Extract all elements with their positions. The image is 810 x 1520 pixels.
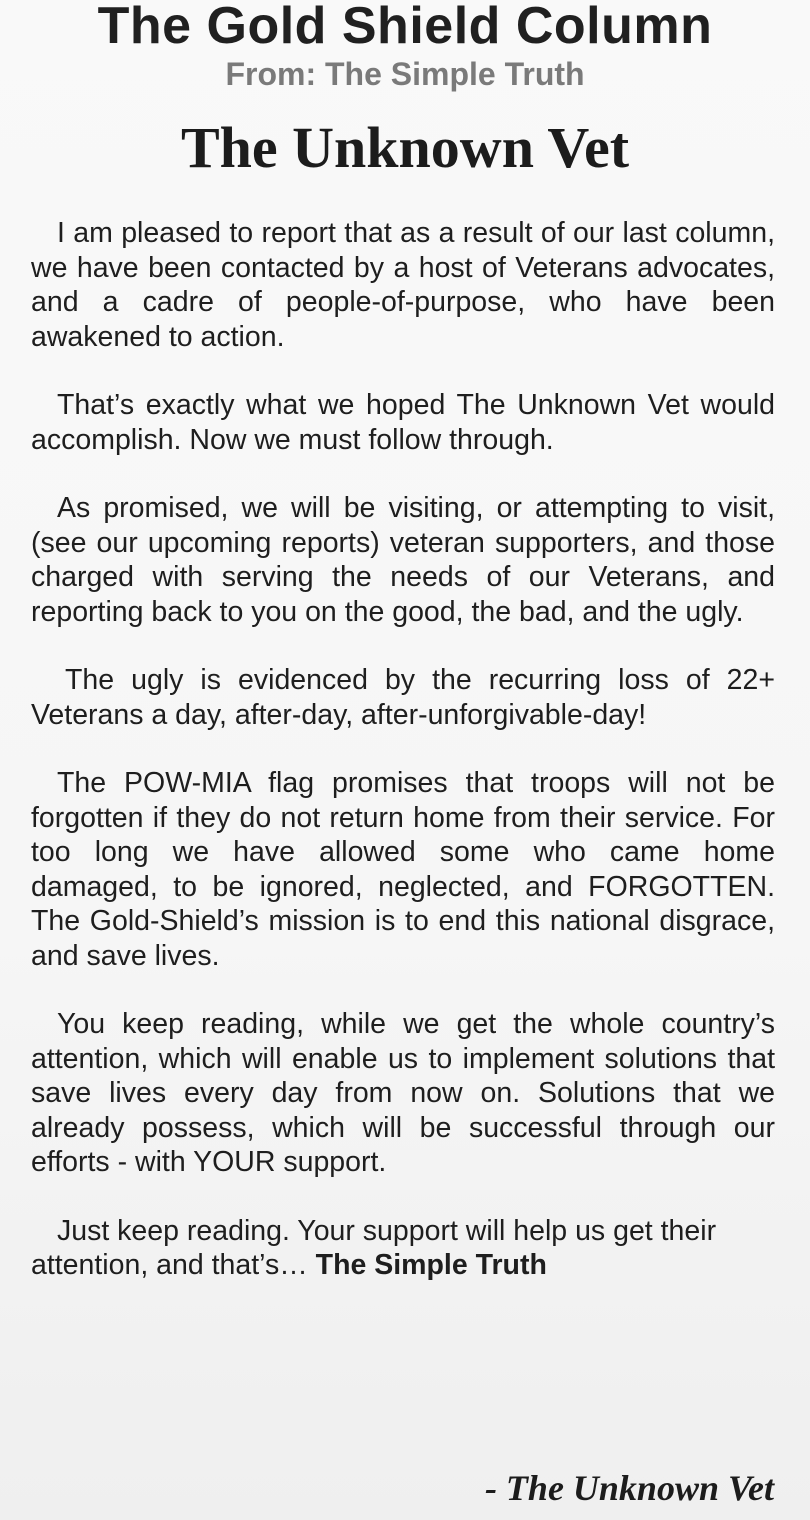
paragraph-1: I am pleased to report that as a result of our last column, we have been contacted by a host of Veterans advocates, and a cadre of people-of-purpose, who have been awakened to action. bbox=[31, 217, 775, 353]
column-title: The Gold Shield Column bbox=[97, 0, 713, 55]
closing-paragraph bbox=[31, 1214, 775, 1283]
paragraph-4: The ugly is evidenced by the recurring loss of 22+ Veterans a day, after-day, after-unforgivable-day! bbox=[31, 664, 775, 731]
paragraph-2: That’s exactly what we hoped The Unknown Vet would accomplish. Now we must follow through. bbox=[31, 389, 775, 456]
article-title: The Unknown Vet bbox=[180, 115, 630, 180]
paragraph-6: You keep reading, while we get the whole country’s attention, which will enable us to implement solutions that save lives every day from now on. Solutions that we already possess, which will be successful through our efforts - with YOUR support. bbox=[31, 1008, 775, 1178]
author-signature: - The Unknown Vet bbox=[484, 1468, 774, 1508]
paragraph-3: As promised, we will be visiting, or attempting to visit, (see our upcoming reports) veteran supporters, and those charged with serving the needs of our Veterans, and reporting back to you on the good, the bad, and the ugly. bbox=[31, 492, 775, 628]
closing-text: Just keep reading. Your support will help us get their attention, and that’s… bbox=[31, 1214, 717, 1281]
paragraph-5: The POW-MIA flag promises that troops will not be forgotten if they do not return home from their service. For too long we have allowed some who came home damaged, to be ignored, neglected, and FORGOTTEN. The Gold-Shield’s mission is to end this national disgrace, and save lives. bbox=[31, 767, 775, 972]
closing-emphasis: The Simple Truth bbox=[315, 1249, 547, 1281]
article-body bbox=[31, 216, 775, 1317]
column-subtitle: From: The Simple Truth bbox=[225, 56, 585, 92]
